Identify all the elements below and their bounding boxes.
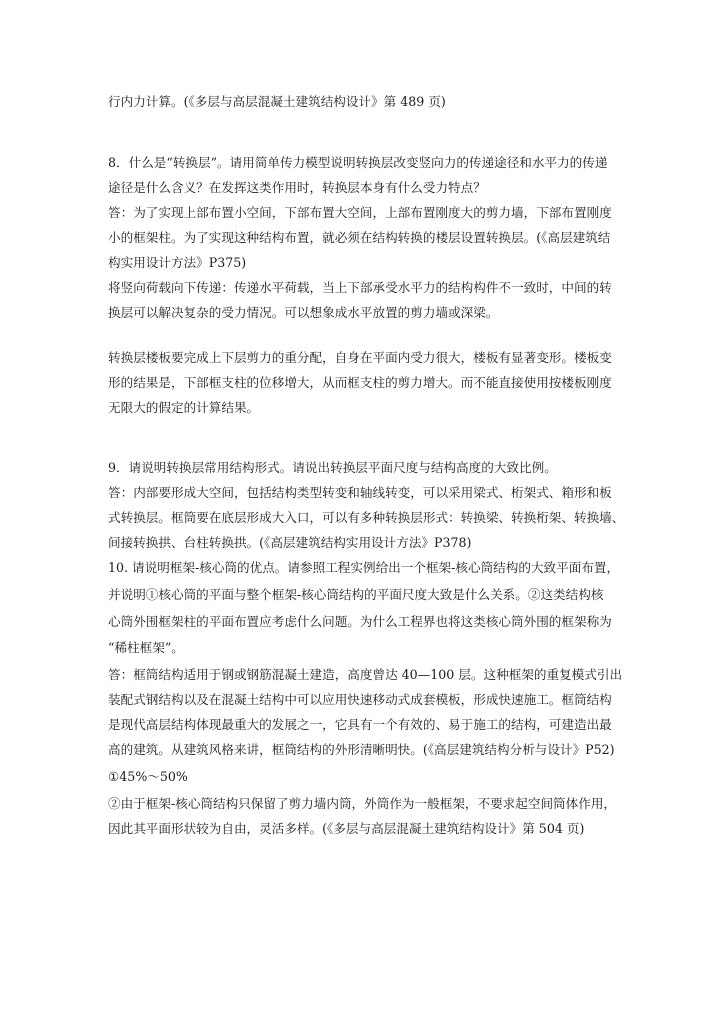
text-line: 行内力计算。(《多层与高层混凝土建筑结构设计》第 489 页) — [108, 94, 446, 109]
text-line: 途径是什么含义？在发挥这类作用时，转换层本身有什么受力特点？ — [108, 180, 486, 195]
text-line: 因此其平面形状较为自由，灵活多样。(《多层与高层混凝土建筑结构设计》第 504 页) — [108, 821, 585, 836]
text-line: 无限大的假定的计算结果。 — [108, 400, 260, 415]
text-line: 心筒外围框架柱的平面布置应考虑什么问题。为什么工程界也将这类核心筒外围的框架称为 — [108, 614, 612, 629]
text-line: 式转换层。框筒要在底层形成大入口，可以有多种转换层形式：转换梁、转换桁架、转换墙、 — [108, 510, 625, 525]
text-line: 是现代高层结构体现最重大的发展之一，它具有一个有效的、易于施工的结构，可建造出最 — [108, 717, 612, 732]
answer-8-text: 答：为了实现上部布置小空间，下部布置大空间，上部布置刚度大的剪力墙，下部布置刚度 — [108, 205, 612, 220]
text-line: 装配式钢结构以及在混凝土结构中可以应用快速移动式成套模板，形成快速施工。框筒结构 — [108, 692, 612, 707]
text-line: 并说明①核心筒的平面与整个框架-核心筒结构的平面尺度大致是什么关系。②这类结构核 — [108, 587, 604, 602]
text-line: 间接转换拱、台柱转换拱。(《高层建筑结构实用设计方法》P378) — [108, 535, 472, 550]
answer-10-item-2: ②由于框架-核心筒结构只保留了剪力墙内筒，外筒作为一般框架，不要求起空间筒体作用， — [108, 796, 617, 811]
answer-10-text: 答：框筒结构适用于钢或钢筋混凝土建造，高度曾达 40—100 层。这种框架的重复模式引出 — [108, 667, 623, 682]
text-line: 高的建筑。从建筑风格来讲，框筒结构的外形清晰明快。(《高层建筑结构分析与设计》P52) — [108, 742, 615, 757]
text-line: 将竖向荷载向下传递：传递水平荷载，当上下部承受水平力的结构构件不一致时，中间的转 — [108, 280, 612, 295]
answer-10-item-1: ①45%～50% — [108, 769, 188, 784]
question-9-heading: 9．请说明转换层常用结构形式。请说出转换层平面尺度与结构高度的大致比例。 — [108, 460, 557, 475]
text-line: 换层可以解决复杂的受力情况。可以想象成水平放置的剪力墙或深梁。 — [108, 305, 499, 320]
question-8-heading: 8．什么是“转换层”。请用简单传力模型说明转换层改变竖向力的传递途径和水平力的传递 — [108, 155, 608, 170]
text-line: 转换层楼板要完成上下层剪力的重分配，自身在平面内受力很大，楼板有显著变形。楼板变 — [108, 350, 612, 365]
text-line: “稀柱框架”。 — [108, 640, 184, 655]
text-line: 小的框架柱。为了实现这种结构布置，就必须在结构转换的楼层设置转换层。(《高层建筑结 — [108, 230, 611, 245]
question-10-heading: 10. 请说明框架-核心筒的优点。请参照工程实例给出一个框架-核心筒结构的大致平面布置， — [108, 560, 620, 575]
text-line: 形的结果是，下部框支柱的位移增大，从而框支柱的剪力增大。而不能直接使用按楼板刚度 — [108, 375, 612, 390]
answer-9-text: 答：内部要形成大空间，包括结构类型转变和轴线转变，可以采用梁式、桁架式、箱形和板 — [108, 485, 612, 500]
text-line: 构实用设计方法》P375) — [108, 255, 247, 270]
